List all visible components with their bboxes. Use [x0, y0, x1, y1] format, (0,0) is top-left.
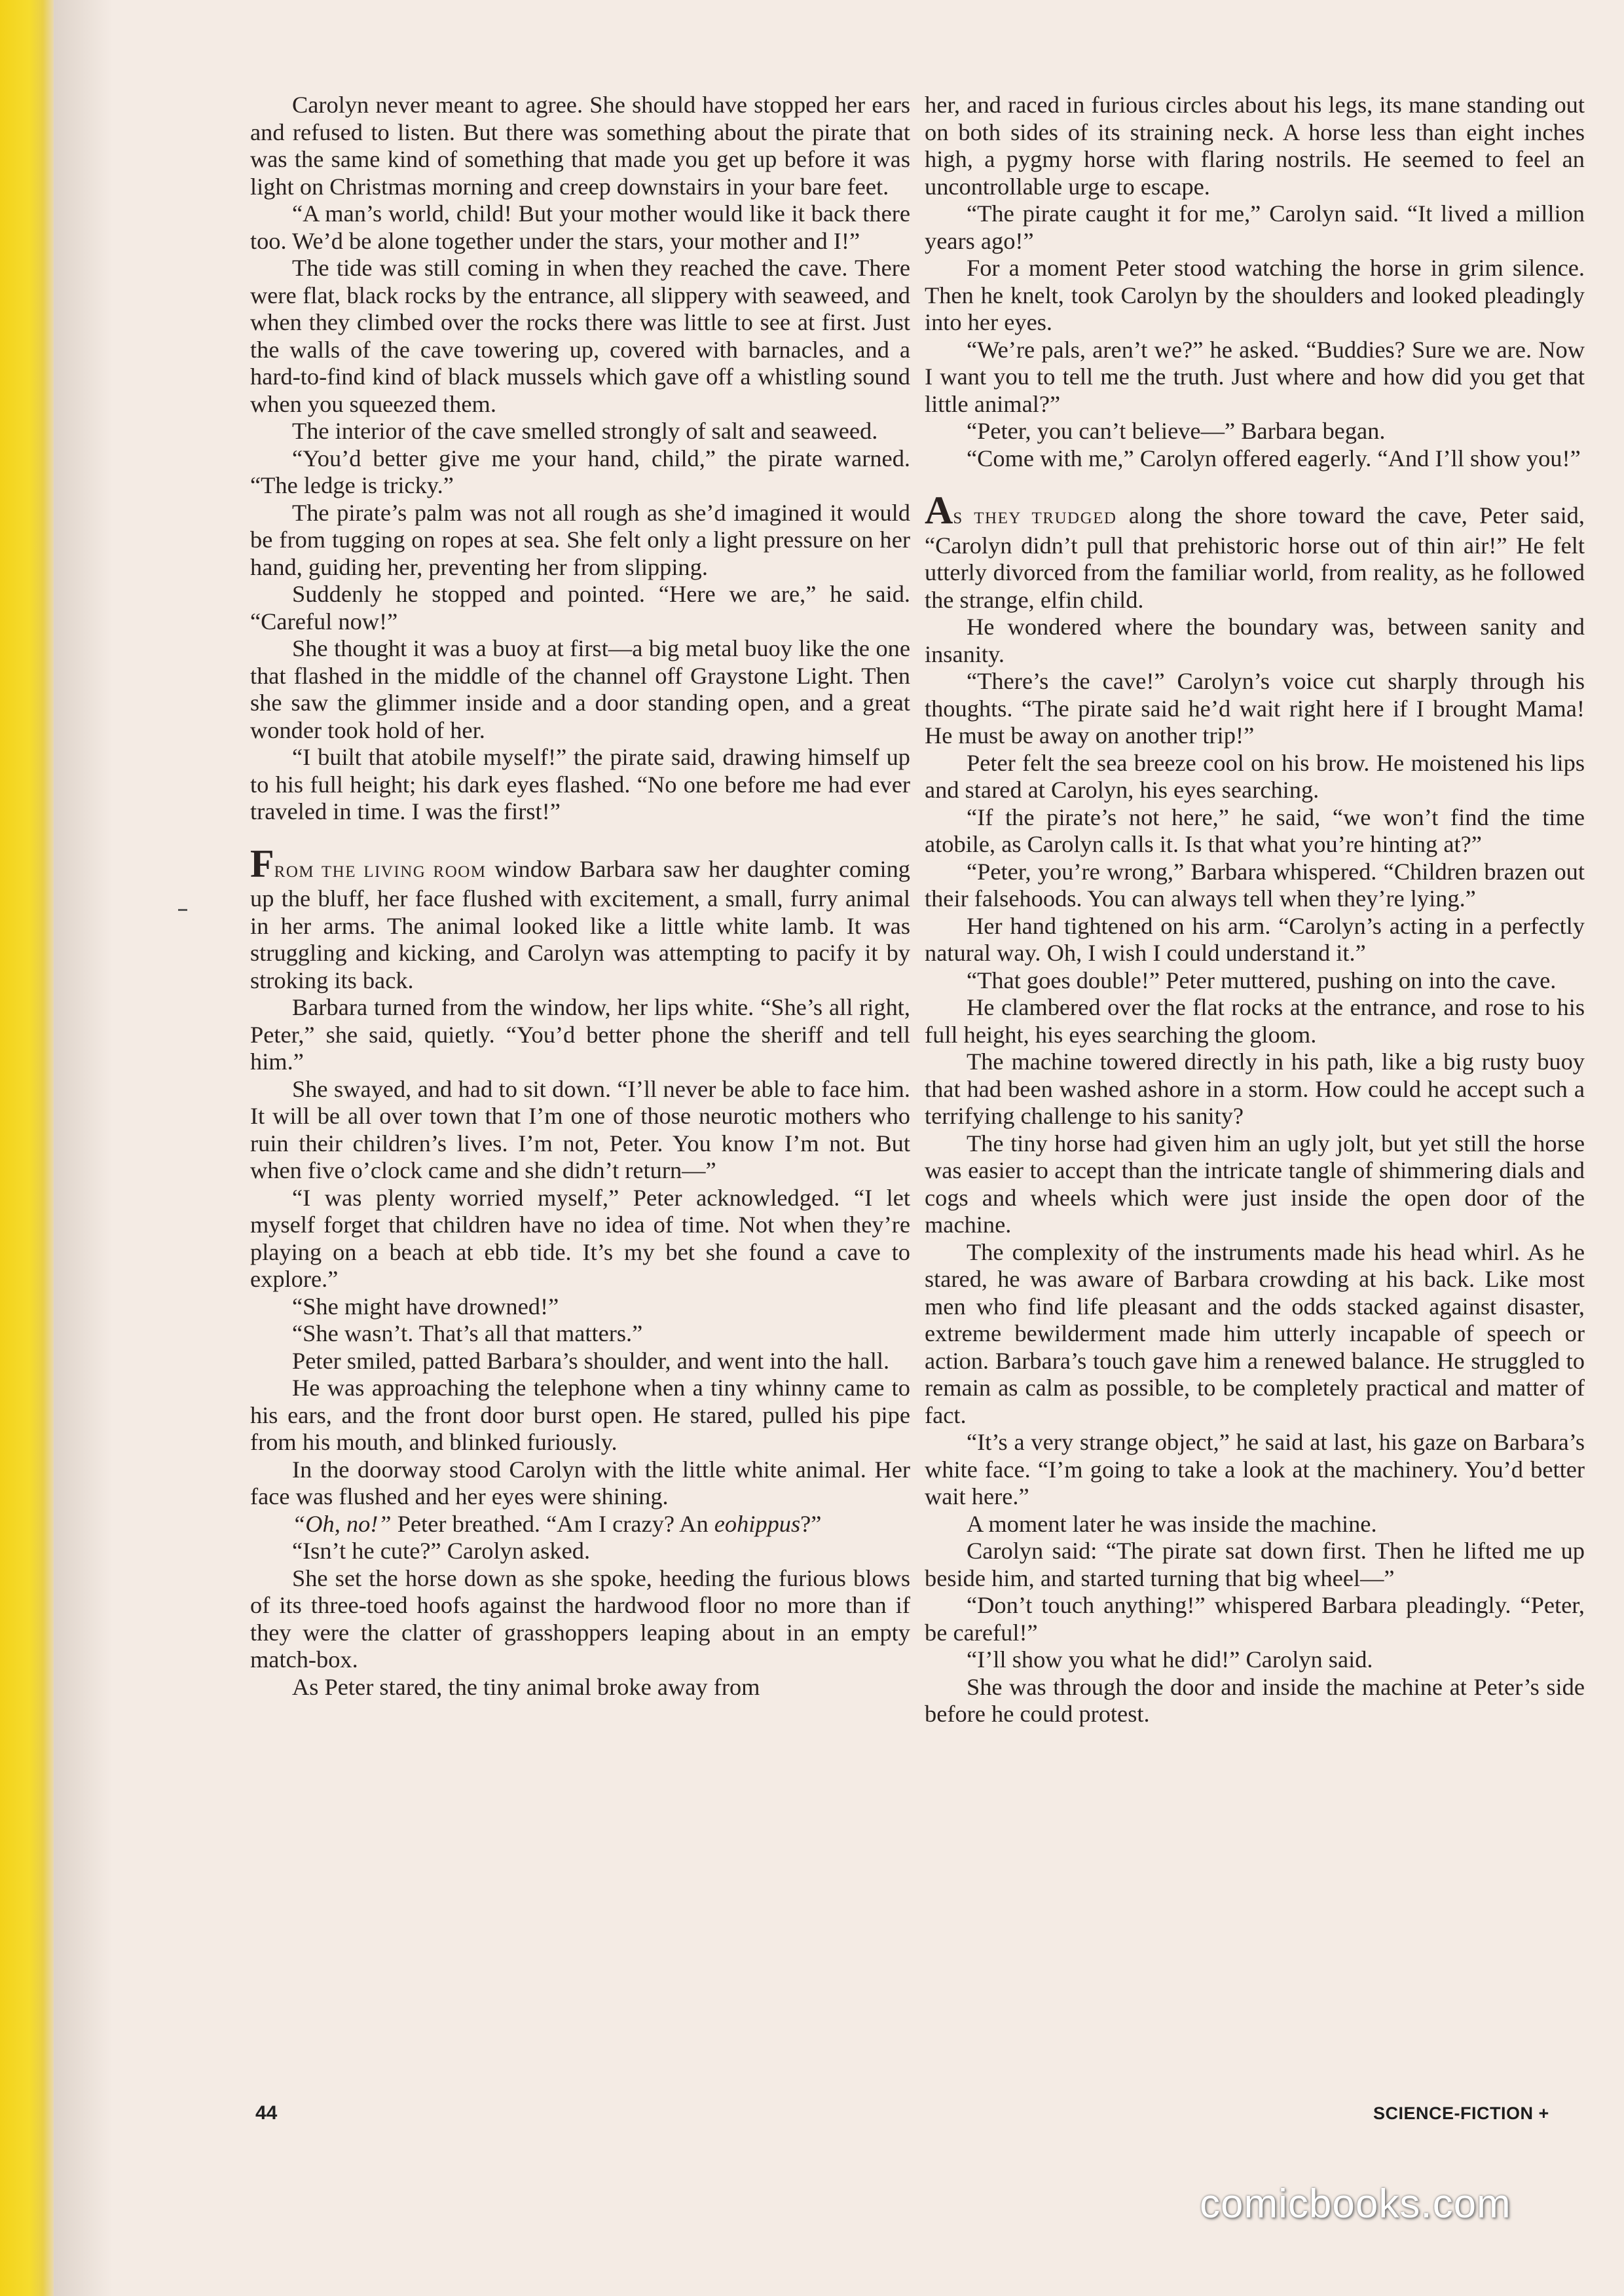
paragraph: “Isn’t he cute?” Carolyn asked. [292, 1538, 591, 1564]
small-caps-lead: S THEY TRUDGED [953, 509, 1117, 527]
paragraph-text: window Barbara saw her daughter coming up the bluff, her face flushed with excitement, a small, furry animal in her arms. The animal looked like a little white lamb. It was struggling and kicking, and Carolyn was attempting to pacify it by stroking its back. [250, 855, 910, 993]
paragraph: Carolyn never meant to agree. She should have stopped her ears and refused to listen. But there was something about the pirate that was the same kind of something that made you get up before it was light on Christmas morning and creep downstairs in your bare feet. [250, 92, 910, 200]
left-column [250, 92, 910, 1701]
binding-edge [0, 0, 54, 2296]
paragraph: Carolyn said: “The pirate sat down first. Then he lifted me up beside him, and started turning that big wheel—” [925, 1538, 1585, 1591]
small-caps-lead: ROM THE LIVING ROOM [274, 862, 487, 881]
paragraph: “Don’t touch anything!” whispered Barbara pleadingly. “Peter, be careful!” [925, 1592, 1585, 1646]
right-column [925, 92, 1585, 1728]
paragraph: Barbara turned from the window, her lips white. “She’s all right, Peter,” she said, quietly. “You’d better phone the sheriff and tell him.” [250, 994, 910, 1075]
magazine-title-footer: SCIENCE-FICTION + [1373, 2103, 1549, 2123]
paragraph: She swayed, and had to sit down. “I’ll never be able to face him. It will be all over town that I’m one of those neurotic mothers who ruin their children’s lives. I’m not, Peter. You know I’m not. But when five o’clock came and she didn’t return—” [250, 1075, 910, 1183]
paragraph: “You’d better give me your hand, child,” the pirate warned. “The ledge is tricky.” [250, 445, 910, 498]
paragraph: For a moment Peter stood watching the horse in grim silence. Then he knelt, took Carolyn by the shoulders and looked pleadingly into her eyes. [925, 255, 1585, 335]
section-break-paragraph [250, 842, 910, 995]
margin-mark [178, 909, 187, 911]
paragraph: She set the horse down as she spoke, heeding the furious blows of its three-toed hoofs against the hardwood floor no more than if they were the clatter of grasshoppers leaping about in an empty match-box. [250, 1565, 910, 1673]
paragraph: “There’s the cave!” Carolyn’s voice cut sharply through his thoughts. “The pirate said he’d wait right here if I brought Mama! He must be away on another trip!” [925, 668, 1585, 749]
paragraph: The interior of the cave smelled strongly of salt and seaweed. [292, 418, 878, 444]
paragraph: “Peter, you can’t believe—” Barbara began. [967, 418, 1386, 444]
paragraph: Peter felt the sea breeze cool on his brow. He moistened his lips and stared at Carolyn, his eyes searching. [925, 749, 1585, 803]
paragraph: Her hand tightened on his arm. “Carolyn’s acting in a perfectly natural way. Oh, I wish I could understand it.” [925, 912, 1585, 966]
paragraph: Suddenly he stopped and pointed. “Here we are,” he said. “Careful now!” [250, 581, 910, 635]
page-number: 44 [255, 2102, 278, 2124]
paragraph: “Peter, you’re wrong,” Barbara whispered. “Children brazen out their falsehoods. You can always tell when they’re lying.” [925, 858, 1585, 912]
paragraph: “Come with me,” Carolyn offered eagerly. “And I’ll show you!” [967, 445, 1581, 472]
paragraph: “A man’s world, child! But your mother would like it back there too. We’d be alone together under the stars, your mother and I!” [250, 200, 910, 254]
paragraph: The complexity of the instruments made his head whirl. As he stared, he was aware of Barbara crowding at his back. Like most men who find life pleasant and the odds stacked against disaster, extreme bewilderment made him utterly incapable of speech or action. Barbara’s touch gave him a renewed balance. He struggled to remain as calm as possible, to be completely practical and matter of fact. [925, 1238, 1585, 1428]
paragraph: “I’ll show you what he did!” Carolyn said. [967, 1646, 1373, 1673]
paragraph: Peter smiled, patted Barbara’s shoulder, and went into the hall. [292, 1347, 890, 1374]
paragraph: The pirate’s palm was not all rough as she’d imagined it would be from tugging on ropes at sea. She felt only a light pressure on her hand, guiding her, preventing her from slipping. [250, 499, 910, 580]
paragraph: The tide was still coming in when they reached the cave. There were flat, black rocks by the entrance, all slippery with seaweed, and when they climbed over the rocks there was little to see at first. Just the walls of the cave towering up, covered with barnacles, and a hard-to-find kind of black mussels which gave off a whistling sound when you squeezed them. [250, 255, 910, 417]
paragraph: He wondered where the boundary was, between sanity and insanity. [925, 614, 1585, 667]
paragraph: In the doorway stood Carolyn with the little white animal. Her face was flushed and her eyes were shining. [250, 1456, 910, 1509]
italic-text: “Oh, no!” [292, 1510, 392, 1537]
drop-cap: A [925, 489, 953, 532]
paragraph: A moment later he was inside the machine. [967, 1510, 1377, 1537]
paragraph: She was through the door and inside the machine at Peter’s side before he could protest. [925, 1673, 1585, 1727]
paragraph: “She might have drowned!” [292, 1293, 559, 1320]
paragraph-text: Peter breathed. “Am I crazy? An [391, 1510, 714, 1537]
paragraph: “If the pirate’s not here,” he said, “we won’t find the time atobile, as Carolyn calls it. Is that what you’re hinting at?” [925, 804, 1585, 857]
paragraph: “The pirate caught it for me,” Carolyn said. “It lived a million years ago!” [925, 200, 1585, 254]
italic-text: eohippus [714, 1510, 801, 1537]
paragraph: “We’re pals, aren’t we?” he asked. “Buddies? Sure we are. Now I want you to tell me the truth. Just where and how did you get that little animal?” [925, 336, 1585, 417]
paragraph [250, 1511, 910, 1538]
magazine-page [54, 0, 1624, 2296]
paragraph-text: ?” [800, 1510, 822, 1537]
paragraph: “That goes double!” Peter muttered, pushing on into the cave. [967, 967, 1557, 993]
section-break-paragraph [925, 489, 1585, 614]
paragraph: “She wasn’t. That’s all that matters.” [292, 1320, 643, 1346]
watermark-logo: comicbooks.com [1200, 2181, 1511, 2227]
drop-cap: F [250, 842, 274, 885]
paragraph: He clambered over the flat rocks at the entrance, and rose to his full height, his eyes searching the gloom. [925, 994, 1585, 1048]
paragraph: The tiny horse had given him an ugly jolt, but yet still the horse was easier to accept than the intricate tangle of shimmering dials and cogs and wheels which were just inside the open door of the machine. [925, 1130, 1585, 1238]
paragraph-text: along the shore toward the cave, Peter said, “Carolyn didn’t pull that prehistoric horse out of thin air!” He felt utterly divorced from the familiar world, from reality, as he followed the strange, elfin child. [925, 502, 1585, 613]
paragraph: He was approaching the telephone when a tiny whinny came to his ears, and the front door burst open. He stared, pulled his pipe from his mouth, and blinked furiously. [250, 1375, 910, 1455]
paragraph: “I was plenty worried myself,” Peter acknowledged. “I let myself forget that children have no idea of time. Not when they’re playing on a beach at ebb tide. It’s my bet she found a cave to explore.” [250, 1184, 910, 1292]
paragraph: As Peter stared, the tiny animal broke away from [292, 1673, 760, 1700]
paragraph: “I built that atobile myself!” the pirate said, drawing himself up to his full height; his dark eyes flashed. “No one before me had ever traveled in time. I was the first!” [250, 744, 910, 824]
paragraph: “It’s a very strange object,” he said at last, his gaze on Barbara’s white face. “I’m going to take a look at the machinery. You’d better wait here.” [925, 1429, 1585, 1509]
paragraph: The machine towered directly in his path, like a big rusty buoy that had been washed ashore in a storm. How could he accept such a terrifying challenge to his sanity? [925, 1048, 1585, 1129]
paragraph: She thought it was a buoy at first—a big metal buoy like the one that flashed in the middle of the channel off Graystone Light. Then she saw the glimmer inside and a door standing open, and a great wonder took hold of her. [250, 635, 910, 743]
paragraph: her, and raced in furious circles about his legs, its mane standing out on both sides of its straining neck. A horse less than eight inches high, a pygmy horse with flaring nostrils. He seemed to feel an uncontrollable urge to escape. [925, 92, 1585, 200]
